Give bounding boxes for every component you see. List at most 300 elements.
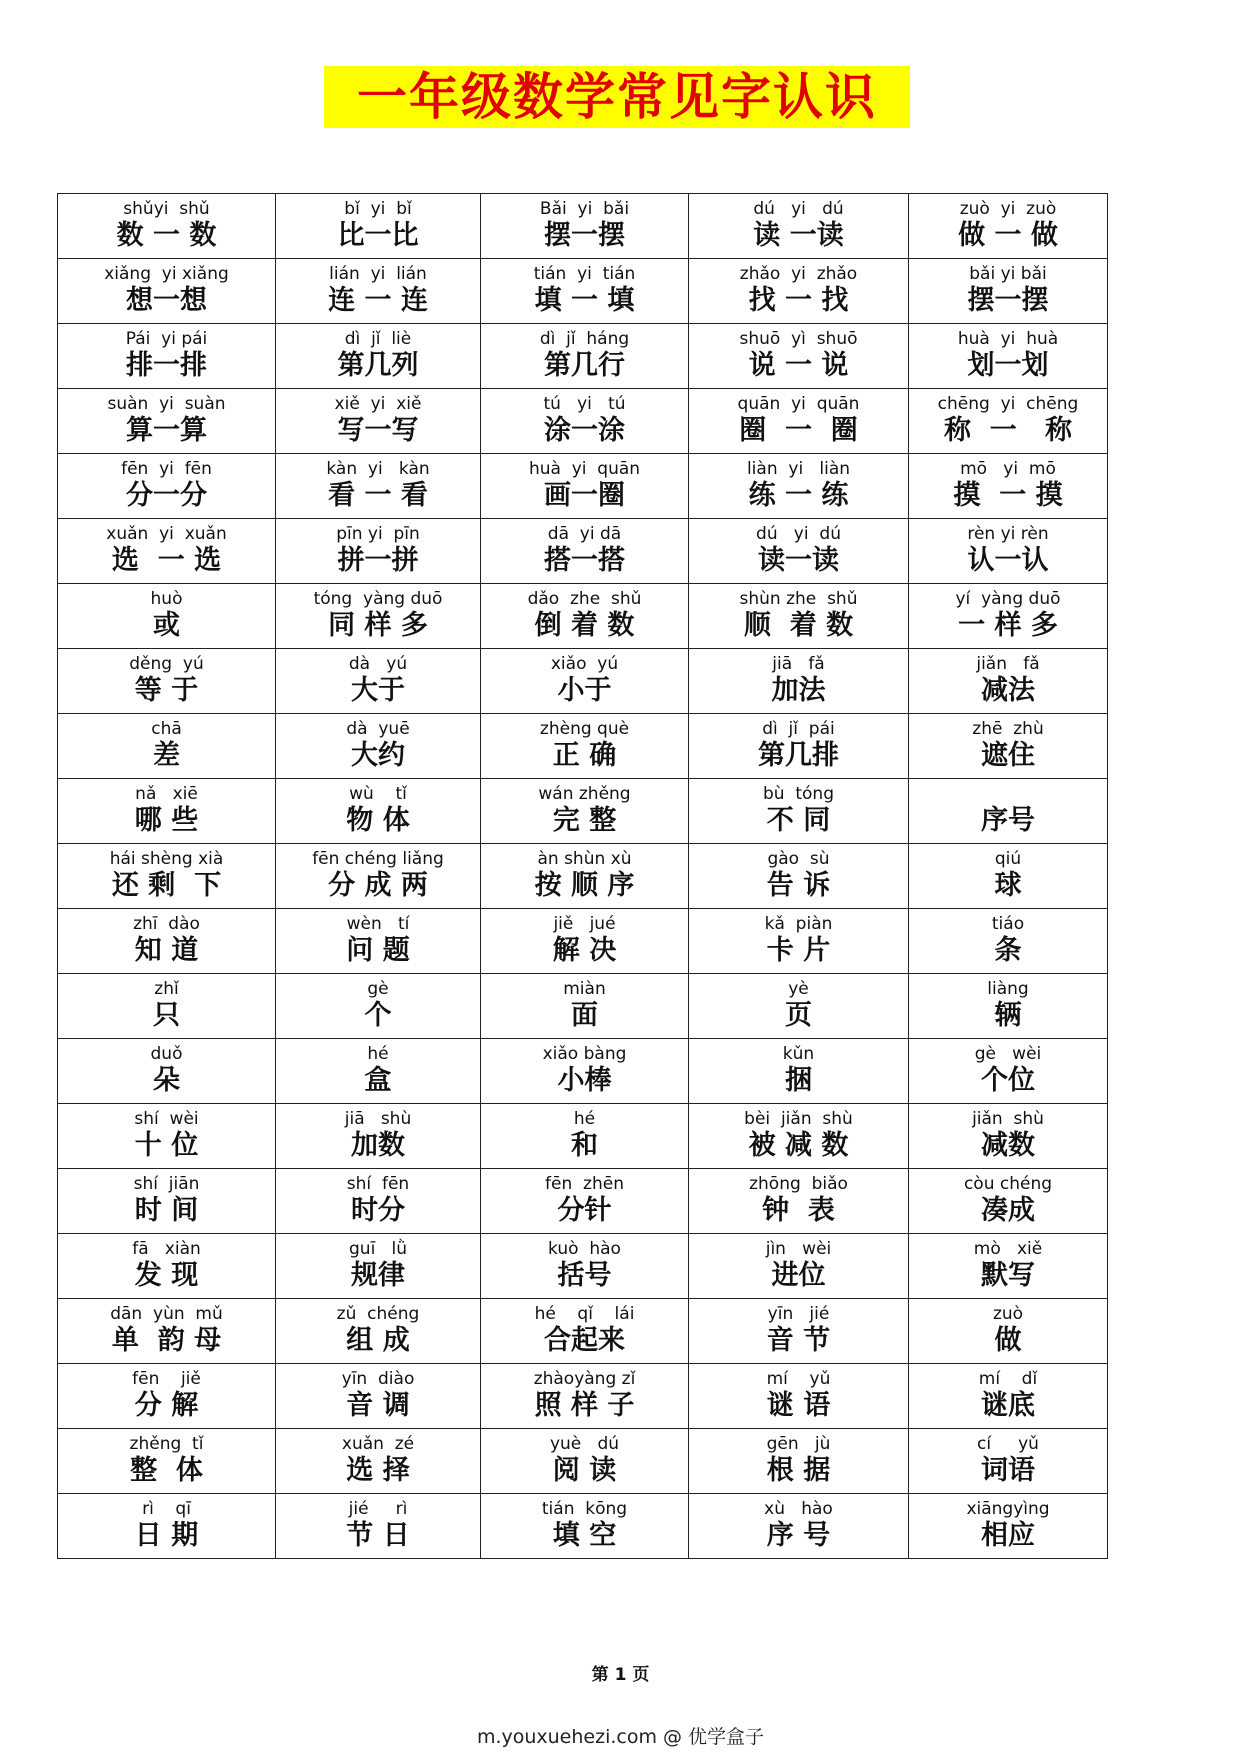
word-cell <box>909 1429 1108 1494</box>
pinyin-label: dì jǐ pái <box>762 719 835 739</box>
word-cell <box>58 974 276 1039</box>
table-row <box>58 909 1108 974</box>
pinyin-label: děng yú <box>129 654 204 674</box>
word-cell <box>689 649 909 714</box>
word-cell <box>689 324 909 389</box>
pinyin-label: chēng yi chēng <box>937 394 1079 414</box>
word-cell <box>58 1039 276 1104</box>
hanzi-word: 个 <box>364 1000 392 1031</box>
word-cell <box>58 324 276 389</box>
hanzi-word: 只 <box>153 1000 180 1031</box>
hanzi-word: 钟 表 <box>762 1195 835 1226</box>
word-cell <box>276 1494 481 1559</box>
word-cell <box>58 389 276 454</box>
pinyin-label: tú yi tú <box>543 394 626 414</box>
table-row <box>58 1364 1108 1429</box>
hanzi-word: 按 顺 序 <box>534 870 635 901</box>
pinyin-label: liàn yi liàn <box>746 459 851 479</box>
pinyin-label: xuǎn yi xuǎn <box>106 524 227 544</box>
table-row <box>58 779 1108 844</box>
hanzi-word: 分 成 两 <box>328 870 428 901</box>
pinyin-label: hé <box>573 1109 596 1129</box>
word-cell <box>689 1169 909 1234</box>
word-cell <box>909 1494 1108 1559</box>
word-cell <box>909 519 1108 584</box>
hanzi-word: 第几排 <box>758 740 839 771</box>
hanzi-word: 盒 <box>364 1065 392 1096</box>
pinyin-label: gēn jù <box>766 1434 831 1454</box>
hanzi-word: 遮住 <box>981 740 1035 771</box>
word-cell <box>689 1104 909 1169</box>
word-cell <box>276 324 481 389</box>
hanzi-word: 知 道 <box>134 935 199 966</box>
hanzi-word: 读 一读 <box>753 220 844 251</box>
hanzi-word: 默写 <box>981 1260 1035 1291</box>
word-cell <box>58 454 276 519</box>
hanzi-word: 圈 一 圈 <box>739 415 858 446</box>
hanzi-word: 填 一 填 <box>534 285 635 316</box>
pinyin-label: kàn yi kàn <box>326 459 430 479</box>
pinyin-label: fā xiàn <box>132 1239 201 1259</box>
pinyin-label: lián yi lián <box>329 264 427 284</box>
pinyin-label: mò xiě <box>973 1239 1043 1259</box>
hanzi-word: 被 减 数 <box>748 1130 849 1161</box>
word-cell <box>481 1299 689 1364</box>
pinyin-label: mí yǔ <box>766 1369 831 1389</box>
page-number: 第 1 页 <box>591 1665 650 1685</box>
word-cell <box>689 1234 909 1299</box>
pinyin-label: zǔ chéng <box>336 1304 420 1324</box>
pinyin-label: bù tóng <box>762 784 834 804</box>
hanzi-word: 称 一 称 <box>944 415 1072 446</box>
hanzi-word: 算一算 <box>126 415 207 446</box>
pinyin-label: xù hào <box>764 1499 833 1519</box>
hanzi-word: 划一划 <box>967 350 1049 381</box>
word-cell <box>909 714 1108 779</box>
pinyin-label: jiā shù <box>344 1109 412 1129</box>
pinyin-label: huò <box>150 589 183 609</box>
hanzi-word: 大约 <box>351 740 405 771</box>
hanzi-word: 选 择 <box>346 1455 410 1486</box>
word-cell <box>689 1494 909 1559</box>
pinyin-label: zhē zhù <box>972 719 1044 739</box>
word-cell <box>909 259 1108 324</box>
word-cell <box>58 844 276 909</box>
word-cell <box>276 1104 481 1169</box>
word-cell <box>909 1234 1108 1299</box>
word-cell <box>276 844 481 909</box>
pinyin-label: dú yi dú <box>753 199 844 219</box>
word-cell <box>689 584 909 649</box>
pinyin-label: pīn yi pīn <box>336 524 420 544</box>
word-cell <box>481 1104 689 1169</box>
pinyin-label: xiě yi xiě <box>334 394 422 414</box>
pinyin-label: shuō yì shuō <box>739 329 858 349</box>
pinyin-label: xuǎn zé <box>341 1434 415 1454</box>
hanzi-word: 搭一搭 <box>544 545 625 576</box>
word-cell <box>276 259 481 324</box>
hanzi-word: 小于 <box>557 675 612 706</box>
hanzi-word: 画一圈 <box>544 480 625 511</box>
table-row <box>58 1299 1108 1364</box>
hanzi-word: 小棒 <box>557 1065 612 1096</box>
table-row <box>58 1104 1108 1169</box>
pinyin-label: zhèng què <box>539 719 630 739</box>
table-row <box>58 1429 1108 1494</box>
word-cell <box>58 259 276 324</box>
hanzi-word: 合起来 <box>544 1325 625 1356</box>
word-cell <box>481 454 689 519</box>
pinyin-label: bèi jiǎn shù <box>744 1109 853 1129</box>
word-cell <box>909 1104 1108 1169</box>
hanzi-word: 根 据 <box>766 1455 831 1486</box>
word-cell <box>481 324 689 389</box>
pinyin-label: shí jiān <box>133 1174 200 1194</box>
pinyin-label: zhěng tǐ <box>129 1434 204 1454</box>
pinyin-label: zhǎo yi zhǎo <box>739 264 858 284</box>
hanzi-word: 时分 <box>351 1195 405 1226</box>
word-cell <box>689 194 909 259</box>
pinyin-label: dà yú <box>348 654 408 674</box>
pinyin-label: yè <box>788 979 809 999</box>
hanzi-word: 谜底 <box>981 1390 1035 1421</box>
pinyin-label: xiǎo yú <box>550 654 619 674</box>
hanzi-word: 拼一拼 <box>337 545 419 576</box>
pinyin-label: fēn jiě <box>132 1369 201 1389</box>
pinyin-label: yīn diào <box>341 1369 415 1389</box>
hanzi-word: 个位 <box>981 1065 1035 1096</box>
hanzi-word: 解 决 <box>552 935 617 966</box>
hanzi-word: 写一写 <box>337 415 419 446</box>
pinyin-label: zhī dào <box>133 914 200 934</box>
word-cell <box>276 194 481 259</box>
pinyin-label: tóng yàng duō <box>313 589 443 609</box>
hanzi-word: 涂一涂 <box>544 415 625 446</box>
word-cell <box>689 1429 909 1494</box>
table-row <box>58 1494 1108 1559</box>
pinyin-label: xiǎo bàng <box>542 1044 627 1064</box>
word-cell <box>276 1169 481 1234</box>
word-cell <box>909 1364 1108 1429</box>
pinyin-label: mí dǐ <box>978 1369 1038 1389</box>
hanzi-word: 填 空 <box>552 1520 617 1551</box>
word-cell <box>276 389 481 454</box>
word-cell <box>689 714 909 779</box>
hanzi-word: 哪 些 <box>134 805 199 836</box>
pinyin-label: dì jǐ háng <box>539 329 630 349</box>
hanzi-word: 减数 <box>981 1130 1035 1161</box>
pinyin-label: chā <box>151 719 182 739</box>
table-row <box>58 259 1108 324</box>
word-cell <box>909 974 1108 1039</box>
word-cell <box>58 519 276 584</box>
pinyin-label: xiǎng yi xiǎng <box>104 264 229 284</box>
hanzi-word: 差 <box>153 740 180 771</box>
hanzi-word: 做 <box>994 1325 1022 1356</box>
hanzi-word: 摆一摆 <box>967 285 1049 316</box>
pinyin-label: jiā fǎ <box>772 654 825 674</box>
hanzi-word: 谜 语 <box>766 1390 831 1421</box>
hanzi-word: 比一比 <box>337 220 419 251</box>
word-cell <box>909 389 1108 454</box>
pinyin-label: dā yi dā <box>547 524 622 544</box>
word-cell <box>909 324 1108 389</box>
hanzi-word: 页 <box>785 1000 812 1031</box>
pinyin-label: liàng <box>987 979 1029 999</box>
hanzi-word: 凑成 <box>981 1195 1035 1226</box>
pinyin-label: hé <box>367 1044 389 1064</box>
table-row <box>58 844 1108 909</box>
pinyin-label: wèn tí <box>346 914 410 934</box>
hanzi-word: 分一分 <box>126 480 207 511</box>
hanzi-word: 同 样 多 <box>328 610 428 641</box>
word-cell <box>689 844 909 909</box>
pinyin-label: mō yi mō <box>960 459 1056 479</box>
word-cell <box>909 1299 1108 1364</box>
hanzi-word: 规律 <box>351 1260 405 1291</box>
pinyin-label: gào sù <box>767 849 830 869</box>
pinyin-label: cí yǔ <box>977 1434 1039 1454</box>
word-cell <box>689 389 909 454</box>
hanzi-word: 选 一 选 <box>111 545 222 576</box>
word-cell <box>481 1429 689 1494</box>
hanzi-word: 相应 <box>981 1520 1035 1551</box>
table-row <box>58 584 1108 649</box>
pinyin-label: yīn jié <box>767 1304 830 1324</box>
word-cell <box>58 1299 276 1364</box>
word-cell <box>909 1039 1108 1104</box>
word-cell <box>276 584 481 649</box>
word-cell <box>276 909 481 974</box>
word-cell <box>689 454 909 519</box>
hanzi-word: 减法 <box>981 675 1035 706</box>
word-cell <box>276 1299 481 1364</box>
pinyin-label: zuò <box>992 1304 1024 1324</box>
word-cell <box>481 259 689 324</box>
hanzi-word: 进位 <box>771 1260 826 1291</box>
word-cell <box>481 844 689 909</box>
table-row <box>58 389 1108 454</box>
table-row <box>58 324 1108 389</box>
pinyin-label: fēn zhēn <box>545 1174 624 1194</box>
word-cell <box>481 1039 689 1104</box>
hanzi-word: 读一读 <box>758 545 839 576</box>
word-cell <box>58 1234 276 1299</box>
hanzi-word: 朵 <box>153 1065 180 1096</box>
word-cell <box>909 779 1108 844</box>
pinyin-label: zhǐ <box>154 979 179 999</box>
pinyin-label: duǒ <box>150 1044 183 1064</box>
hanzi-word: 第几列 <box>337 350 419 381</box>
word-cell <box>276 779 481 844</box>
word-cell <box>58 1429 276 1494</box>
hanzi-word: 倒 着 数 <box>534 610 635 641</box>
hanzi-word: 分针 <box>557 1195 612 1226</box>
word-cell <box>276 974 481 1039</box>
word-cell <box>276 1234 481 1299</box>
hanzi-word: 十 位 <box>134 1130 199 1161</box>
hanzi-word: 排一排 <box>126 350 207 381</box>
hanzi-word: 问 题 <box>346 935 410 966</box>
pinyin-label: kuò hào <box>548 1239 621 1259</box>
hanzi-word: 词语 <box>981 1455 1035 1486</box>
pinyin-label: fēn chéng liǎng <box>312 849 444 869</box>
pinyin-label: miàn <box>563 979 606 999</box>
pinyin-label: rì qī <box>142 1499 191 1519</box>
hanzi-word: 练 一 练 <box>748 480 849 511</box>
word-cell <box>481 974 689 1039</box>
hanzi-word: 加法 <box>771 675 826 706</box>
word-cell <box>481 649 689 714</box>
hanzi-word: 物 体 <box>346 805 410 836</box>
pinyin-label: tiáo <box>991 914 1025 934</box>
pinyin-label: qiú <box>994 849 1022 869</box>
hanzi-word: 分 解 <box>134 1390 199 1421</box>
word-cell <box>689 259 909 324</box>
pinyin-label: kǔn <box>782 1044 815 1064</box>
pinyin-label: hé qǐ lái <box>534 1304 635 1324</box>
word-cell <box>58 779 276 844</box>
word-cell <box>481 194 689 259</box>
hanzi-word: 节 日 <box>346 1520 410 1551</box>
hanzi-word: 顺 着 数 <box>743 610 854 641</box>
hanzi-word: 音 调 <box>346 1390 410 1421</box>
pinyin-label: tián yi tián <box>533 264 636 284</box>
word-cell <box>689 974 909 1039</box>
hanzi-word: 阅 读 <box>552 1455 617 1486</box>
word-cell <box>481 389 689 454</box>
word-cell <box>689 519 909 584</box>
hanzi-word: 序号 <box>981 805 1035 836</box>
pinyin-label: jiǎn fǎ <box>976 654 1040 674</box>
word-cell <box>909 1169 1108 1234</box>
pinyin-label: Pái yi pái <box>125 329 208 349</box>
hanzi-word: 看 一 看 <box>328 480 428 511</box>
pinyin-label: wán zhěng <box>538 784 631 804</box>
hanzi-word: 告 诉 <box>766 870 831 901</box>
table-row <box>58 194 1108 259</box>
hanzi-word: 找 一 找 <box>748 285 849 316</box>
hanzi-word: 照 样 子 <box>534 1390 635 1421</box>
pinyin-label: zhàoyàng zǐ <box>533 1369 636 1389</box>
table-row <box>58 714 1108 779</box>
hanzi-word: 音 节 <box>766 1325 831 1356</box>
pinyin-label: kǎ piàn <box>764 914 833 934</box>
pinyin-label: bǎi yi bǎi <box>969 264 1047 284</box>
word-cell <box>481 584 689 649</box>
pinyin-label: shǔyi shǔ <box>123 199 210 219</box>
hanzi-word: 日 期 <box>134 1520 199 1551</box>
word-cell <box>481 1234 689 1299</box>
pinyin-label <box>909 784 1107 804</box>
word-cell <box>481 714 689 779</box>
word-cell <box>909 844 1108 909</box>
pinyin-label: quān yi quān <box>737 394 860 414</box>
pinyin-label: còu chéng <box>963 1174 1053 1194</box>
word-cell <box>58 1364 276 1429</box>
word-cell <box>276 454 481 519</box>
pinyin-label: wù tǐ <box>349 784 407 804</box>
word-cell <box>58 1169 276 1234</box>
hanzi-word: 不 同 <box>766 805 831 836</box>
pinyin-label: huà yi huà <box>957 329 1059 349</box>
word-cell <box>689 779 909 844</box>
table-row <box>58 1039 1108 1104</box>
hanzi-word: 发 现 <box>134 1260 199 1291</box>
word-cell <box>58 714 276 779</box>
word-cell <box>58 909 276 974</box>
pinyin-label: zhōng biǎo <box>749 1174 848 1194</box>
hanzi-word: 和 <box>571 1130 598 1161</box>
hanzi-word: 摆一摆 <box>544 220 625 251</box>
pinyin-label: àn shùn xù <box>537 849 632 869</box>
pinyin-label: shí wèi <box>134 1109 199 1129</box>
word-cell <box>909 909 1108 974</box>
hanzi-word: 或 <box>153 610 180 641</box>
pinyin-label: Bǎi yi bǎi <box>539 199 630 219</box>
table-row <box>58 649 1108 714</box>
pinyin-label: yí yàng duō <box>955 589 1061 609</box>
pinyin-label: xiāngyìng <box>966 1499 1050 1519</box>
table-row <box>58 1169 1108 1234</box>
hanzi-word: 组 成 <box>346 1325 410 1356</box>
pinyin-label: suàn yi suàn <box>107 394 226 414</box>
word-table-body <box>58 194 1108 1559</box>
word-cell <box>276 1429 481 1494</box>
hanzi-word: 条 <box>994 935 1022 966</box>
pinyin-label: dān yùn mǔ <box>110 1304 223 1324</box>
word-cell <box>481 909 689 974</box>
pinyin-label: jié rì <box>348 1499 408 1519</box>
hanzi-word: 做 一 做 <box>958 220 1058 251</box>
pinyin-label: shí fēn <box>346 1174 410 1194</box>
hanzi-word: 单 韵 母 <box>111 1325 222 1356</box>
pinyin-label: dú yi dú <box>756 524 841 544</box>
word-cell <box>58 1494 276 1559</box>
hanzi-word: 摸 一 摸 <box>953 480 1063 511</box>
hanzi-word: 连 一 连 <box>328 285 428 316</box>
hanzi-word: 加数 <box>351 1130 405 1161</box>
hanzi-word: 时 间 <box>134 1195 199 1226</box>
word-table <box>57 193 1108 1559</box>
hanzi-word: 数 一 数 <box>116 220 217 251</box>
hanzi-word: 面 <box>571 1000 598 1031</box>
word-cell <box>909 194 1108 259</box>
hanzi-word: 等 于 <box>134 675 199 706</box>
hanzi-word: 球 <box>994 870 1022 901</box>
table-row <box>58 454 1108 519</box>
page-title: 一年级数学常见字认识 <box>324 66 910 128</box>
pinyin-label: fēn yi fēn <box>121 459 212 479</box>
word-cell <box>689 1039 909 1104</box>
pinyin-label: rèn yi rèn <box>967 524 1049 544</box>
pinyin-label: dà yuē <box>346 719 410 739</box>
hanzi-word: 一 样 多 <box>958 610 1058 641</box>
pinyin-label: yuè dú <box>549 1434 620 1454</box>
hanzi-word: 大于 <box>351 675 405 706</box>
word-cell <box>58 1104 276 1169</box>
word-cell <box>58 584 276 649</box>
hanzi-word: 卡 片 <box>766 935 831 966</box>
pinyin-label: guī lǜ <box>349 1239 407 1259</box>
hanzi-word: 认一认 <box>967 545 1049 576</box>
word-cell <box>276 1364 481 1429</box>
hanzi-word: 捆 <box>785 1065 812 1096</box>
table-row <box>58 519 1108 584</box>
table-row <box>58 974 1108 1039</box>
word-cell <box>481 1169 689 1234</box>
word-cell <box>689 1299 909 1364</box>
